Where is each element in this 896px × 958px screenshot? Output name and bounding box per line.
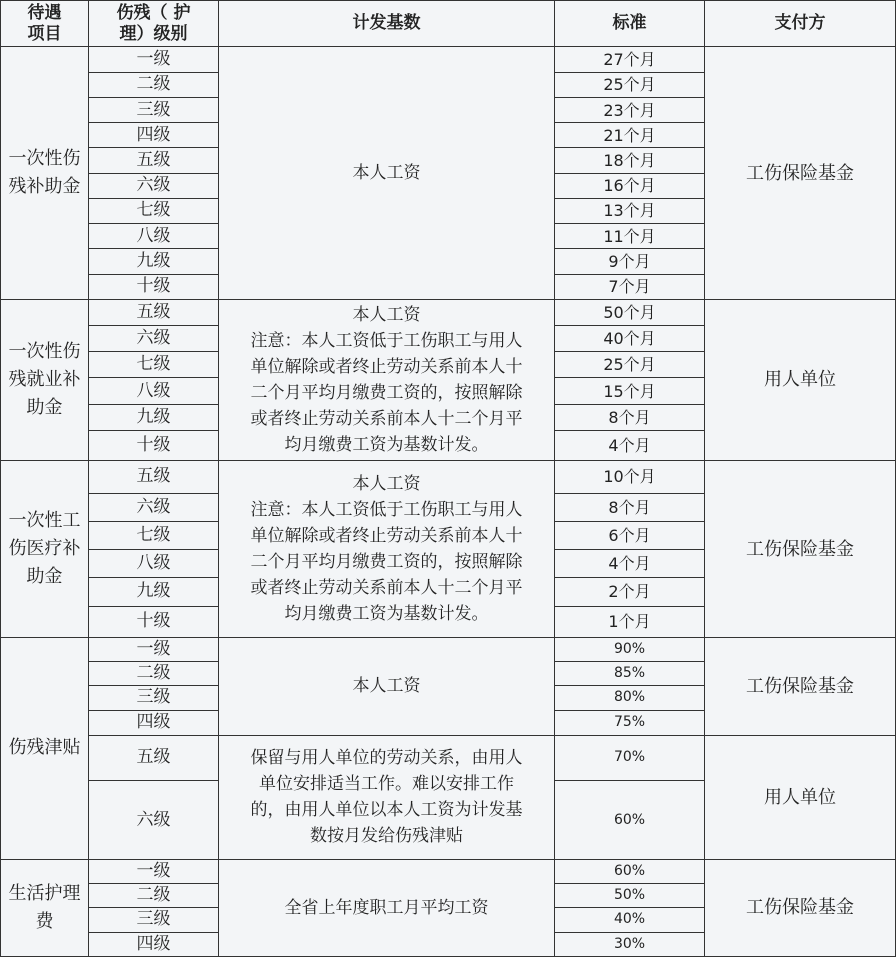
table-row [1, 735, 896, 780]
base-cell [219, 47, 555, 299]
grade-cell: 四级 [89, 710, 219, 735]
base-line: 二个月平均月缴费工资的，按照解除 [250, 552, 523, 573]
grade-cell: 一级 [89, 47, 219, 72]
grade-cell: 三级 [89, 686, 219, 710]
grade-cell: 五级 [89, 461, 219, 493]
base-line: 均月缴费工资为基数计发。 [284, 604, 489, 625]
standard-cell: 10个月 [555, 461, 705, 493]
grade-cell: 九级 [89, 404, 219, 430]
table-row [1, 637, 896, 661]
base-line: 本人工资 [352, 304, 421, 325]
base-cell [219, 461, 555, 638]
standard-cell: 11个月 [555, 224, 705, 249]
grade-cell: 五级 [89, 299, 219, 325]
item-line: 伤医疗补 [8, 538, 81, 560]
base-line: 二个月平均月缴费工资的，按照解除 [250, 382, 523, 403]
grade-cell: 十级 [89, 430, 219, 460]
grade-cell: 十级 [89, 274, 219, 299]
base-line: 的，由用人单位以本人工资为计发基 [250, 800, 523, 821]
header-item-line-1: 待遇 [27, 2, 62, 23]
base-line: 或者终止劳动关系前本人十二个月平 [250, 578, 523, 599]
standard-cell: 21个月 [555, 123, 705, 148]
grade-cell: 三级 [89, 97, 219, 122]
item-line: 残补助金 [8, 176, 81, 198]
standard-cell: 85% [555, 662, 705, 686]
standard-cell: 8个月 [555, 493, 705, 521]
base-line: 单位安排适当工作。难以安排工作 [259, 774, 514, 795]
item-cell-employment-grant [1, 299, 89, 460]
standard-cell: 27个月 [555, 47, 705, 72]
base-line: 均月缴费工资为基数计发。 [284, 434, 489, 455]
item-line: 伤残津贴 [8, 737, 81, 759]
standard-cell: 1个月 [555, 606, 705, 637]
grade-cell: 六级 [89, 493, 219, 521]
item-line: 一次性伤 [8, 340, 81, 362]
grade-cell: 二级 [89, 72, 219, 97]
header-grade [89, 1, 219, 47]
item-line: 一次性伤 [8, 148, 81, 170]
base-cell [219, 735, 555, 859]
base-line: 本人工资 [352, 474, 421, 495]
item-line: 费 [35, 910, 54, 932]
header-grade-line-1: 伤残（ 护 [116, 2, 191, 23]
standard-cell: 90% [555, 637, 705, 661]
grade-cell: 六级 [89, 326, 219, 352]
standard-cell: 30% [555, 932, 705, 956]
grade-cell: 二级 [89, 662, 219, 686]
grade-cell: 六级 [89, 173, 219, 198]
grade-cell: 八级 [89, 378, 219, 404]
base-cell [219, 637, 555, 735]
base-line: 保留与用人单位的劳动关系，由用人 [250, 748, 523, 769]
grade-cell: 二级 [89, 884, 219, 908]
standard-cell: 75% [555, 710, 705, 735]
grade-cell: 三级 [89, 908, 219, 932]
base-line: 本人工资 [352, 676, 421, 697]
payer-cell: 工伤保险基金 [705, 47, 896, 299]
header-base: 计发基数 [219, 1, 555, 47]
header-item-line-2: 项目 [27, 23, 62, 44]
base-line: 或者终止劳动关系前本人十二个月平 [250, 408, 523, 429]
payer-cell: 工伤保险基金 [705, 859, 896, 956]
standard-cell: 50% [555, 884, 705, 908]
item-line: 残就业补 [8, 368, 81, 390]
base-cell [219, 299, 555, 460]
grade-cell: 四级 [89, 123, 219, 148]
base-line: 全省上年度职工月平均工资 [284, 897, 489, 918]
base-line: 数按月发给伤残津贴 [310, 826, 463, 847]
standard-cell: 15个月 [555, 378, 705, 404]
item-line: 助金 [26, 396, 63, 418]
grade-cell: 五级 [89, 735, 219, 780]
standard-cell: 13个月 [555, 198, 705, 223]
standard-cell: 4个月 [555, 430, 705, 460]
base-cell [219, 859, 555, 956]
standard-cell: 9个月 [555, 249, 705, 274]
standard-cell: 6个月 [555, 521, 705, 549]
table-row [1, 47, 896, 72]
grade-cell: 六级 [89, 781, 219, 860]
header-item [1, 1, 89, 47]
grade-cell: 一级 [89, 859, 219, 883]
standard-cell: 40% [555, 908, 705, 932]
standard-cell: 4个月 [555, 550, 705, 578]
standard-cell: 80% [555, 686, 705, 710]
grade-cell: 七级 [89, 352, 219, 378]
item-line: 一次性工 [8, 510, 81, 532]
item-cell-nursing-fee [1, 859, 89, 956]
grade-cell: 一级 [89, 637, 219, 661]
item-cell-disability-grant [1, 47, 89, 299]
payer-cell: 用人单位 [705, 299, 896, 460]
header-grade-line-2: 理）级别 [119, 23, 188, 44]
base-line: 本人工资 [352, 163, 421, 184]
standard-cell: 25个月 [555, 72, 705, 97]
header-standard: 标准 [555, 1, 705, 47]
grade-cell: 四级 [89, 932, 219, 956]
header-payer: 支付方 [705, 1, 896, 47]
grade-cell: 九级 [89, 578, 219, 606]
base-line: 注意：本人工资低于工伤职工与用人 [250, 500, 523, 521]
standard-cell: 60% [555, 859, 705, 883]
grade-cell: 七级 [89, 198, 219, 223]
base-line: 单位解除或者终止劳动关系前本人十 [250, 526, 523, 547]
payer-cell: 工伤保险基金 [705, 637, 896, 735]
standard-cell: 60% [555, 781, 705, 860]
item-line: 助金 [26, 566, 63, 588]
grade-cell: 九级 [89, 249, 219, 274]
standard-cell: 16个月 [555, 173, 705, 198]
item-line: 生活护理 [8, 882, 81, 904]
standard-cell: 25个月 [555, 352, 705, 378]
standard-cell: 23个月 [555, 97, 705, 122]
standard-cell: 50个月 [555, 299, 705, 325]
payer-cell: 用人单位 [705, 735, 896, 859]
table-row [1, 299, 896, 325]
standard-cell: 70% [555, 735, 705, 780]
standard-cell: 40个月 [555, 326, 705, 352]
standard-cell: 18个月 [555, 148, 705, 173]
grade-cell: 八级 [89, 550, 219, 578]
standard-cell: 7个月 [555, 274, 705, 299]
grade-cell: 十级 [89, 606, 219, 637]
table-row [1, 461, 896, 493]
payer-cell: 工伤保险基金 [705, 461, 896, 638]
item-cell-medical-grant [1, 461, 89, 638]
standard-cell: 8个月 [555, 404, 705, 430]
grade-cell: 八级 [89, 224, 219, 249]
grade-cell: 七级 [89, 521, 219, 549]
table-row [1, 859, 896, 883]
grade-cell: 五级 [89, 148, 219, 173]
header-row [1, 1, 896, 47]
base-line: 单位解除或者终止劳动关系前本人十 [250, 356, 523, 377]
item-cell-disability-allowance [1, 637, 89, 859]
base-line: 注意：本人工资低于工伤职工与用人 [250, 330, 523, 351]
standard-cell: 2个月 [555, 578, 705, 606]
